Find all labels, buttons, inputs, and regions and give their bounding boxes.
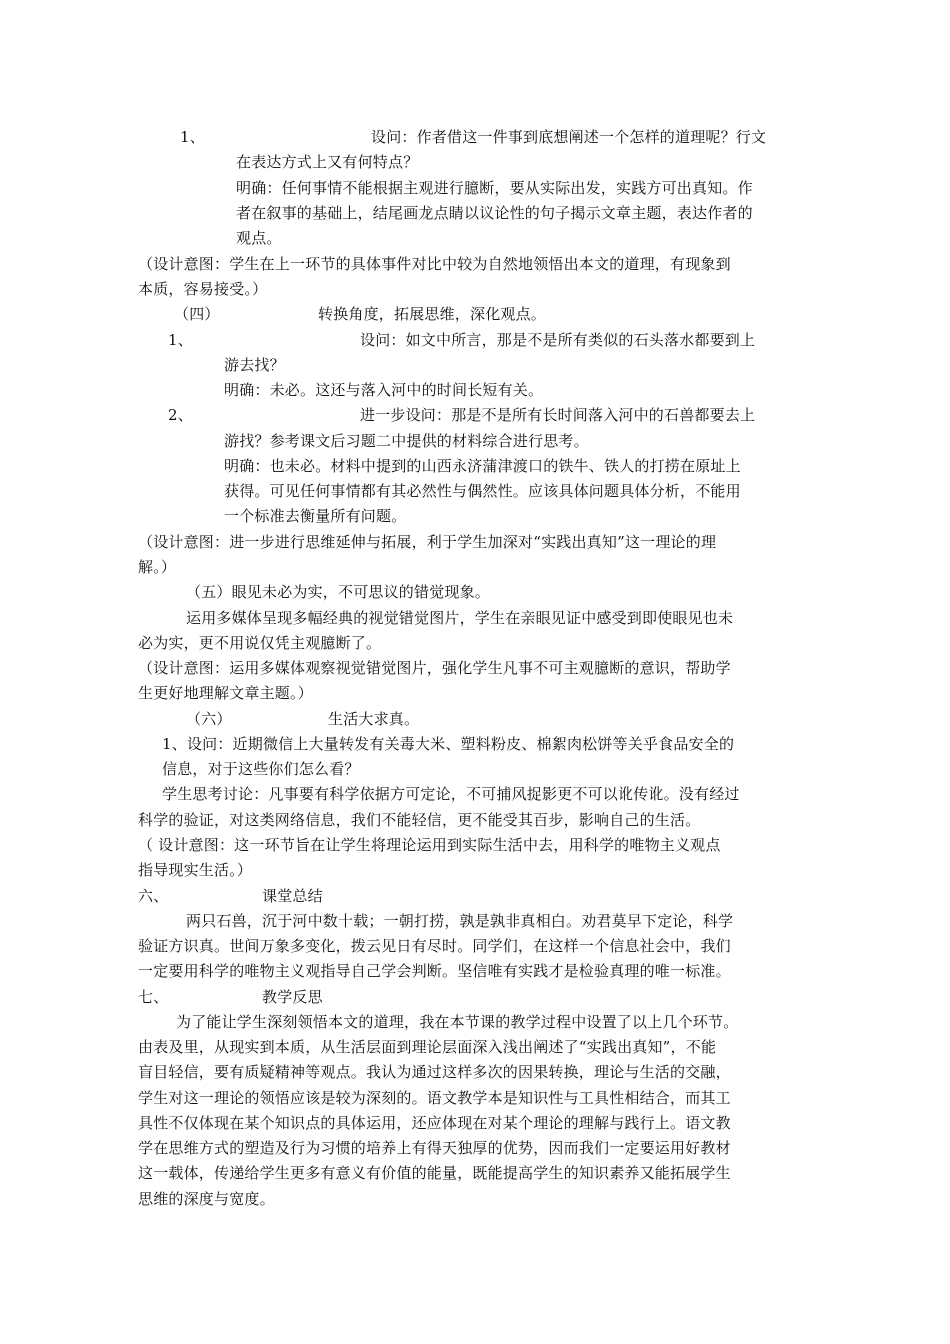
answer-line: 一个标准去衡量所有问题。 — [224, 507, 407, 525]
answer-line: 明确：未必。这还与落入河中的时间长短有关。 — [224, 381, 544, 399]
heading-number: 七、 — [138, 988, 169, 1006]
body-line: 思维的深度与宽度。 — [138, 1190, 275, 1208]
body-line: 科学的验证，对这类网络信息，我们不能轻信，更不能受其百步，影响自己的生活。 — [138, 811, 701, 829]
design-intent-line: （设计意图：进一步进行思维延伸与拓展，利于学生加深对“实践出真知”这一理论的理 — [138, 533, 717, 551]
question-line: 1、设问：近期微信上大量转发有关毒大米、塑料粉皮、棉絮肉松饼等关乎食品安全的 — [162, 735, 735, 753]
list-number: 2、 — [168, 406, 193, 424]
design-intent-line: 解。） — [138, 558, 177, 576]
heading-title: 课堂总结 — [262, 887, 323, 905]
question-line: 进一步设问：那是不是所有长时间落入河中的石兽都要去上 — [360, 406, 756, 424]
section-number: （六） — [186, 710, 232, 728]
design-intent-line: 生更好地理解文章主题。） — [138, 684, 313, 702]
body-line: 学生对这一理论的领悟应该是较为深刻的。语文教学本是知识性与工具性相结合，而其工 — [138, 1089, 731, 1107]
section-title: 生活大求真。 — [328, 710, 420, 728]
heading-number: 六、 — [138, 887, 169, 905]
body-line: 具性不仅体现在某个知识点的具体运用，还应体现在对某个理论的理解与践行上。语文教 — [138, 1114, 731, 1132]
body-line: 由表及里，从现实到本质，从生活层面到理论层面深入浅出阐述了“实践出真知”，不能 — [138, 1038, 717, 1056]
body-line: 学在思维方式的塑造及行为习惯的培养上有得天独厚的优势，因而我们一定要运用好教材 — [138, 1139, 731, 1157]
answer-line: 观点。 — [236, 229, 282, 247]
answer-line: 明确：任何事情不能根据主观进行臆断，要从实际出发，实践方可出真知。作 — [236, 179, 753, 197]
list-number: 1、 — [168, 331, 193, 349]
body-line: 必为实，更不用说仅凭主观臆断了。 — [138, 634, 382, 652]
list-number: 1、 — [180, 128, 205, 146]
body-line: 这一载体，传递给学生更多有意义有价值的能量，既能提高学生的知识素养又能拓展学生 — [138, 1164, 731, 1182]
answer-line: 明确：也未必。材料中提到的山西永济蒲津渡口的铁牛、铁人的打捞在原址上 — [224, 457, 741, 475]
body-line: 验证方识真。世间万象多变化，拨云见日有尽时。同学们，在这样一个信息社会中，我们 — [138, 937, 731, 955]
body-line: 一定要用科学的唯物主义观指导自己学会判断。坚信唯有实践才是检验真理的唯一标准。 — [138, 962, 731, 980]
design-intent-line: 指导现实生活。） — [138, 861, 253, 879]
question-line: 游去找？ — [224, 356, 285, 374]
section-title: 转换角度，拓展思维，深化观点。 — [318, 305, 547, 323]
question-line: 在表达方式上又有何特点？ — [236, 153, 419, 171]
design-intent-line: （设计意图：运用多媒体观察视觉错觉图片，强化学生凡事不可主观臆断的意识，帮助学 — [138, 659, 731, 677]
question-line: 游找？参考课文后习题二中提供的材料综合进行思考。 — [224, 432, 589, 450]
body-line: 学生思考讨论：凡事要有科学依据方可定论，不可捕风捉影更不可以讹传讹。没有经过 — [162, 785, 740, 803]
design-intent-line: （设计意图：学生在上一环节的具体事件对比中较为自然地领悟出本文的道理，有现象到 — [138, 255, 731, 273]
question-line: 信息，对于这些你们怎么看？ — [162, 760, 360, 778]
question-line: 设问：如文中所言，那是不是所有类似的石头落水都要到上 — [360, 331, 756, 349]
question-line: 设问：作者借这一件事到底想阐述一个怎样的道理呢？行文 — [371, 128, 767, 146]
design-intent-line: 本质，容易接受。） — [138, 280, 268, 298]
body-line: 盲目轻信，要有质疑精神等观点。我认为通过这样多次的因果转换，理论与生活的交融， — [138, 1063, 731, 1081]
design-intent-line: （ 设计意图：这一环节旨在让学生将理论运用到实际生活中去，用科学的唯物主义观点 — [138, 836, 721, 854]
body-line: 运用多媒体呈现多幅经典的视觉错觉图片，学生在亲眼见证中感受到即使眼见也未 — [186, 609, 734, 627]
body-line: 两只石兽，沉于河中数十载；一朝打捞，孰是孰非真相白。劝君莫早下定论，科学 — [186, 912, 734, 930]
body-line: 为了能让学生深刻领悟本文的道理，我在本节课的教学过程中设置了以上几个环节。 — [176, 1013, 739, 1031]
heading-title: 教学反思 — [262, 988, 323, 1006]
answer-line: 者在叙事的基础上，结尾画龙点睛以议论性的句子揭示文章主题，表达作者的 — [236, 204, 753, 222]
answer-line: 获得。可见任何事情都有其必然性与偶然性。应该具体问题具体分析，不能用 — [224, 482, 741, 500]
section-title: （五）眼见未必为实，不可思议的错觉现象。 — [186, 583, 491, 601]
section-number: （四） — [174, 305, 220, 323]
